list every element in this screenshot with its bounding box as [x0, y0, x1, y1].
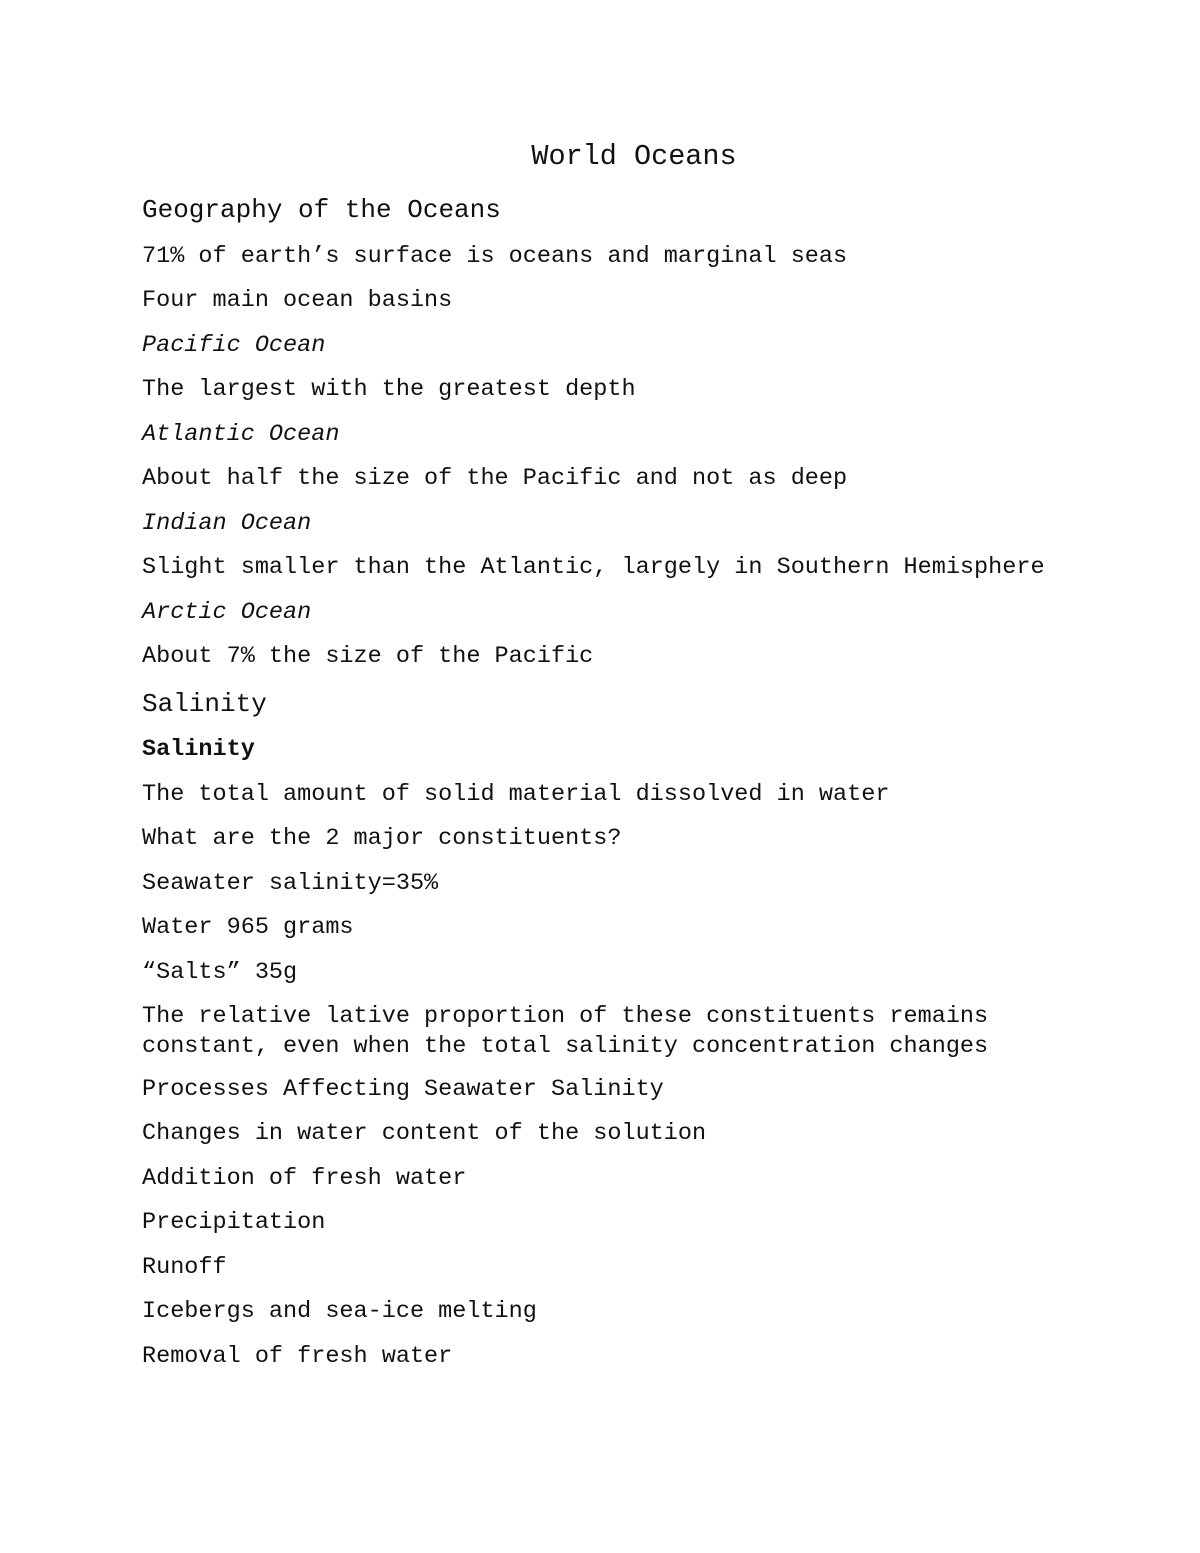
text-line: Removal of fresh water	[142, 1343, 453, 1370]
text-line: “Salts” 35g	[142, 959, 298, 986]
ocean-name-atlantic: Atlantic Ocean	[142, 421, 340, 448]
text-line: Seawater salinity=35%	[142, 870, 439, 897]
section-heading-salinity: Salinity	[142, 689, 267, 719]
paragraph-line: constant, even when the total salinity concentration changes	[142, 1033, 989, 1060]
text-line: Processes Affecting Seawater Salinity	[142, 1076, 664, 1103]
ocean-name-arctic: Arctic Ocean	[142, 599, 312, 626]
text-line: What are the 2 major constituents?	[142, 825, 622, 852]
text-line: Precipitation	[142, 1209, 326, 1236]
text-line: About 7% the size of the Pacific	[142, 643, 594, 670]
section-heading-geography: Geography of the Oceans	[142, 195, 501, 225]
document-title: World Oceans	[531, 140, 737, 173]
text-line: The total amount of solid material dissolved in water	[142, 781, 890, 808]
ocean-name-indian: Indian Ocean	[142, 510, 312, 537]
text-line: Slight smaller than the Atlantic, largely in Southern Hemisphere	[142, 554, 1045, 581]
ocean-name-pacific: Pacific Ocean	[142, 332, 326, 359]
term-salinity: Salinity	[142, 736, 255, 763]
text-line: Water 965 grams	[142, 914, 354, 941]
text-line: 71% of earth’s surface is oceans and marginal seas	[142, 243, 848, 270]
text-line: Four main ocean basins	[142, 287, 453, 314]
text-line: Changes in water content of the solution	[142, 1120, 707, 1147]
paragraph-line: The relative lative proportion of these constituents remains	[142, 1003, 989, 1030]
text-line: Addition of fresh water	[142, 1165, 467, 1192]
text-line: Runoff	[142, 1254, 227, 1281]
text-line: The largest with the greatest depth	[142, 376, 636, 403]
text-line: Icebergs and sea-ice melting	[142, 1298, 537, 1325]
paragraph-proportion	[142, 1002, 988, 1062]
text-line: About half the size of the Pacific and not as deep	[142, 465, 848, 492]
